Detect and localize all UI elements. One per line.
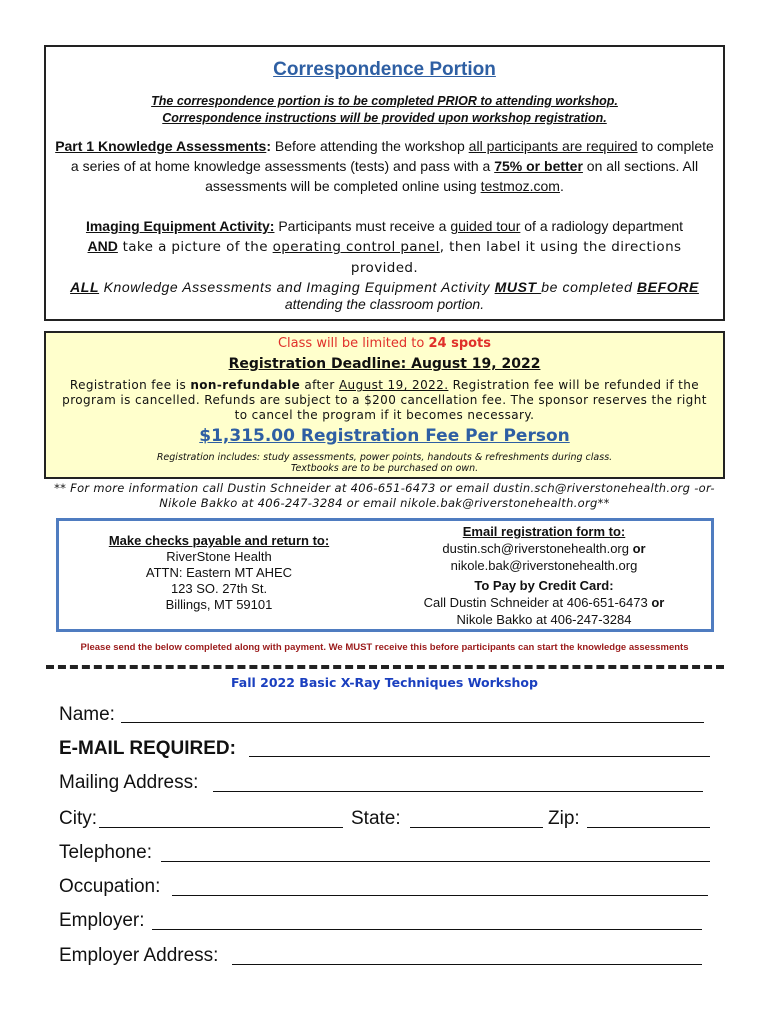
- email-label: E-MAIL REQUIRED:: [59, 738, 236, 759]
- credit-card-heading: To Pay by Credit Card:: [474, 578, 614, 593]
- zip-field[interactable]: [587, 827, 710, 828]
- city-label: City:: [59, 808, 97, 829]
- email-payment-info: Email registration form to: dustin.sch@riverstonehealth.org or nikole.bak@riverstonehealth.org To Pay by Credit Card: Call Dustin Schneider at 406-651-6473 or Nikole Bakko at 406-247-3284: [389, 523, 699, 628]
- state-label: State:: [351, 808, 401, 829]
- email-field[interactable]: [249, 756, 710, 757]
- correspondence-subtitle-2: Correspondence instructions will be provided upon workshop registration.: [162, 111, 607, 125]
- part1-paragraph: Part 1 Knowledge Assessments: Before attending the workshop all participants are required to complete a series of at home knowledge assessments (tests) and pass with a 75% or better on all sections. All assessments will be completed online using testmoz.com.: [55, 138, 714, 194]
- workshop-title: Fall 2022 Basic X-Ray Techniques Workshop: [231, 675, 538, 690]
- imaging-label: Imaging Equipment Activity:: [85, 218, 275, 234]
- employer-label: Employer:: [59, 910, 145, 931]
- registration-price: $1,315.00 Registration Fee Per Person: [199, 426, 570, 446]
- mailing-address-field[interactable]: [213, 791, 703, 792]
- passing-score: 75% or better: [494, 158, 583, 174]
- name-label: Name:: [59, 704, 115, 725]
- zip-label: Zip:: [548, 808, 580, 829]
- telephone-label: Telephone:: [59, 842, 152, 863]
- correspondence-box: [44, 45, 725, 321]
- class-limit: Class will be limited to 24 spots: [277, 336, 492, 351]
- telephone-field[interactable]: [161, 861, 710, 862]
- email-dustin[interactable]: dustin.sch@riverstonehealth.org: [442, 541, 629, 556]
- testmoz-link[interactable]: testmoz.com: [480, 178, 560, 194]
- imaging-paragraph: Imaging Equipment Activity: Participants must receive a guided tour of a radiology department AND take a picture of the operating control panel, then label it using the directions provided.: [85, 218, 684, 276]
- payment-box: [56, 518, 714, 632]
- all-must-paragraph: ALL Knowledge Assessments and Imaging Equipment Activity MUST be completed BEFORE attending the classroom portion.: [70, 279, 699, 312]
- correspondence-title: Correspondence Portion: [273, 59, 496, 80]
- employer-address-field[interactable]: [232, 964, 702, 965]
- email-nikole[interactable]: nikole.bak@riverstonehealth.org: [450, 558, 638, 573]
- employer-address-label: Employer Address:: [59, 945, 219, 966]
- email-heading: Email registration form to:: [462, 524, 626, 539]
- correspondence-subtitle-1: The correspondence portion is to be completed PRIOR to attending workshop.: [151, 94, 618, 108]
- name-field[interactable]: [121, 722, 704, 723]
- occupation-field[interactable]: [172, 895, 708, 896]
- checks-heading: Make checks payable and return to:: [108, 533, 330, 548]
- registration-includes: Registration includes: study assessments, power points, handouts & refreshments during class. Textbooks are to be purchased on own.: [156, 452, 613, 474]
- state-field[interactable]: [410, 827, 543, 828]
- mailing-address-label: Mailing Address:: [59, 772, 199, 793]
- payment-note: Please send the below completed along with payment. We MUST receive this before participants can start the knowledge assessments: [80, 642, 689, 653]
- cut-line: [46, 665, 724, 669]
- city-field[interactable]: [99, 827, 343, 828]
- part1-label: Part 1 Knowledge Assessments: [55, 138, 267, 154]
- registration-box: [44, 331, 725, 479]
- check-payment-info: Make checks payable and return to: RiverStone Health ATTN: Eastern MT AHEC 123 SO. 27th St. Billings, MT 59101: [69, 533, 369, 613]
- registration-deadline: Registration Deadline: August 19, 2022: [228, 356, 541, 372]
- employer-field[interactable]: [152, 929, 702, 930]
- contact-info: ** For more information call Dustin Schneider at 406-651-6473 or email dustin.sch@riverstonehealth.org -or- Nikole Bakko at 406-247-3284 or email nikole.bak@riverstonehealth.org**: [54, 481, 715, 510]
- occupation-label: Occupation:: [59, 876, 161, 897]
- fee-policy: Registration fee is non-refundable after August 19, 2022. Registration fee will be refunded if the program is cancelled. Refunds are subject to a $200 cancellation fee. The sponsor reserves the right to cancel the program if it becomes necessary.: [62, 378, 707, 422]
